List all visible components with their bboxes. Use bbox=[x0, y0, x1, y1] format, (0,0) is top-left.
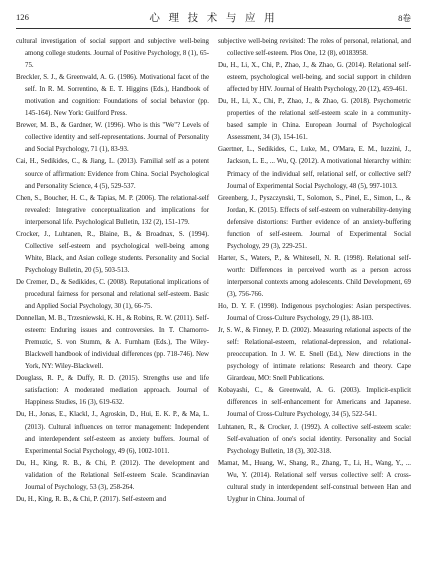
reference-entry: Brewer, M. B., & Gardner, W. (1996). Who is this "We"? Levels of collective identity and self-representations. Journal of Personality and Social Psychology, 71 (1), 83-93. bbox=[16, 122, 209, 154]
reference-entry: Crocker, J., Luhtanen, R., Blaine, B., & Broadnax, S. (1994). Collective self-esteem and psychological well-being among White, Black, and Asian college students. Personality and Social Psychology Bulletin, 20 (5), 503-513. bbox=[16, 230, 209, 274]
page-header bbox=[16, 10, 411, 26]
reference-entry: Harter, S., Waters, P., & Whitesell, N. R. (1998). Relational self-worth: Differences in perceived worth as a person across interpersonal contexts among adolescents. Child Development, 69 (3), 756-766. bbox=[218, 254, 411, 298]
reference-entry: Du, H., King, R. B., & Chi, P. (2012). The development and validation of the Relational Self-esteem Scale. Scandinavian Journal of Psychology, 53 (3), 258-264. bbox=[16, 459, 209, 491]
reference-entry: Donnellan, M. B., Trzesniewski, K. H., & Robins, R. W. (2011). Self-esteem: Enduring issues and controversies. In T. Chamorro-Premuzic, S. von Stumm, & A. Furnham (Eds.), The Wiley-Blackwell handbook of individual differences (pp. 718-746). New York, NY: Wiley-Blackwell. bbox=[16, 315, 209, 371]
reference-entry: subjective well-being revisited: The roles of personal, relational, and collective self-esteem. Plos One, 12 (8), e0183958. bbox=[218, 38, 411, 58]
journal-title: 心 理 技 术 与 应 用 bbox=[149, 13, 278, 24]
header-rule bbox=[16, 28, 411, 29]
reference-entry: Du, H., King, R. B., & Chi, P. (2017). Self-esteem and bbox=[16, 495, 167, 503]
reference-entry: cultural investigation of social support and subjective well-being among college students. Journal of Positive Psychology, 8 (1), 65-75. bbox=[16, 38, 209, 70]
volume-label: 8卷 bbox=[398, 13, 411, 23]
reference-entry: Du, H., Jonas, E., Klackl, J., Agroskin, D., Hui, E. K. P., & Ma, L. (2013). Cultural influences on terror management: Independent and interdependent self-esteem as anxiety buffers. Journal of Experimental Social Psychology, 49 (6), 1002-1011. bbox=[16, 411, 209, 455]
reference-entry: Greenberg, J., Pyszczynski, T., Solomon, S., Pinel, E., Simon, L., & Jordan, K. (2015). Effects of self-esteem on vulnerability-denying defensive distortions: Further evidence of an anxiety-buffering function of self-esteem. Journal of Experimental Social Psychology, 29 (3), 229-251. bbox=[218, 194, 411, 250]
reference-entry: Cai, H., Sedikides, C., & Jiang, L. (2013). Familial self as a potent source of affirmation: Evidence from China. Social Psychological and Personality Science, 4 (5), 529-537. bbox=[16, 158, 209, 190]
reference-entry: De Cremer, D., & Sedikides, C. (2008). Reputational implications of procedural fairness for personal and relational self-esteem. Basic and Applied Social Psychology, 30 (1), 66-75. bbox=[16, 278, 209, 311]
references-right-column bbox=[218, 36, 411, 506]
page-number: 126 bbox=[16, 12, 29, 22]
reference-entry: Chen, S., Boucher, H. C., & Tapias, M. P. (2006). The relational-self revealed: Integrative conceptualization and implications for interpersonal life. Psychological Bulletin, 132 (2), 151-179. bbox=[16, 194, 209, 226]
reference-entry: Gaertner, L., Sedikides, C., Luke, M., O'Mara, E. M., Iuzzini, J., Jackson, L. E., ... Wu, Q. (2012). A motivational hierarchy within: Primacy of the individual self, relational self, or collective self? Journal of Experimental Social Psychology, 48 (5), 997-1013. bbox=[218, 146, 411, 190]
references-left-column bbox=[16, 36, 209, 506]
reference-entry: Douglass, R. P., & Duffy, R. D. (2015). Strengths use and life satisfaction: A moderated mediation approach. Journal of Happiness Studies, 16 (3), 619-632. bbox=[16, 375, 209, 407]
reference-entry: Jr, S. W., & Finney, P. D. (2002). Measuring relational aspects of the self: Relational-esteem, relational-depression, and relational-preoccupation. In J. W. E. Snell (Ed.), New directions in the psychology of intimate relations: Research and theory. Cape Girardeau, MO: Snell Publications. bbox=[218, 327, 411, 383]
reference-entry: Du, H., Li, X., Chi, P., Zhao, J., & Zhao, G. (2014). Relational self-esteem, psychological well-being, and social support in children affected by HIV. Journal of Health Psychology, 20 (12), 459-461. bbox=[218, 62, 411, 94]
reference-entry: Luhtanen, R., & Crocker, J. (1992). A collective self-esteem scale: Self-evaluation of one's social identity. Personality and Social Psychology Bulletin, 18 (3), 302-318. bbox=[218, 423, 411, 455]
reference-entry: Kobayashi, C., & Greenwald, A. G. (2003). Implicit-explicit differences in self-enhancement for Americans and Japanese. Journal of Cross-Culture Psychology, 34 (5), 522-541. bbox=[218, 387, 411, 419]
reference-entry: Mamat, M., Huang, W., Shang, R., Zhang, T., Li, H., Wang, Y., ... Wu, Y. (2014). Relational self versus collective self: A cross-cultural study in interdependent self-construal between Han and Uyghur in China. Journal of bbox=[218, 459, 411, 503]
reference-entry: Ho, D. Y. F. (1998). Indigenous psychologies: Asian perspectives. Journal of Cross-Culture Psychology, 29 (1), 88-103. bbox=[218, 303, 411, 323]
reference-entry: Du, H., Li, X., Chi, P., Zhao, J., & Zhao, G. (2018). Psychometric properties of the relational self-esteem scale in a community-based sample in China. European Journal of Psychological Assessment, 34 (3), 154-161. bbox=[218, 98, 411, 142]
reference-entry: Breckler, S. J., & Greenwald, A. G. (1986). Motivational facet of the self. In R. M. Sorrentino, & E. T. Higgins (Eds.), Handbook of motivation and cognition: Foundations of social behavior (pp. 145-164). New York: Guilford Press. bbox=[16, 74, 209, 118]
